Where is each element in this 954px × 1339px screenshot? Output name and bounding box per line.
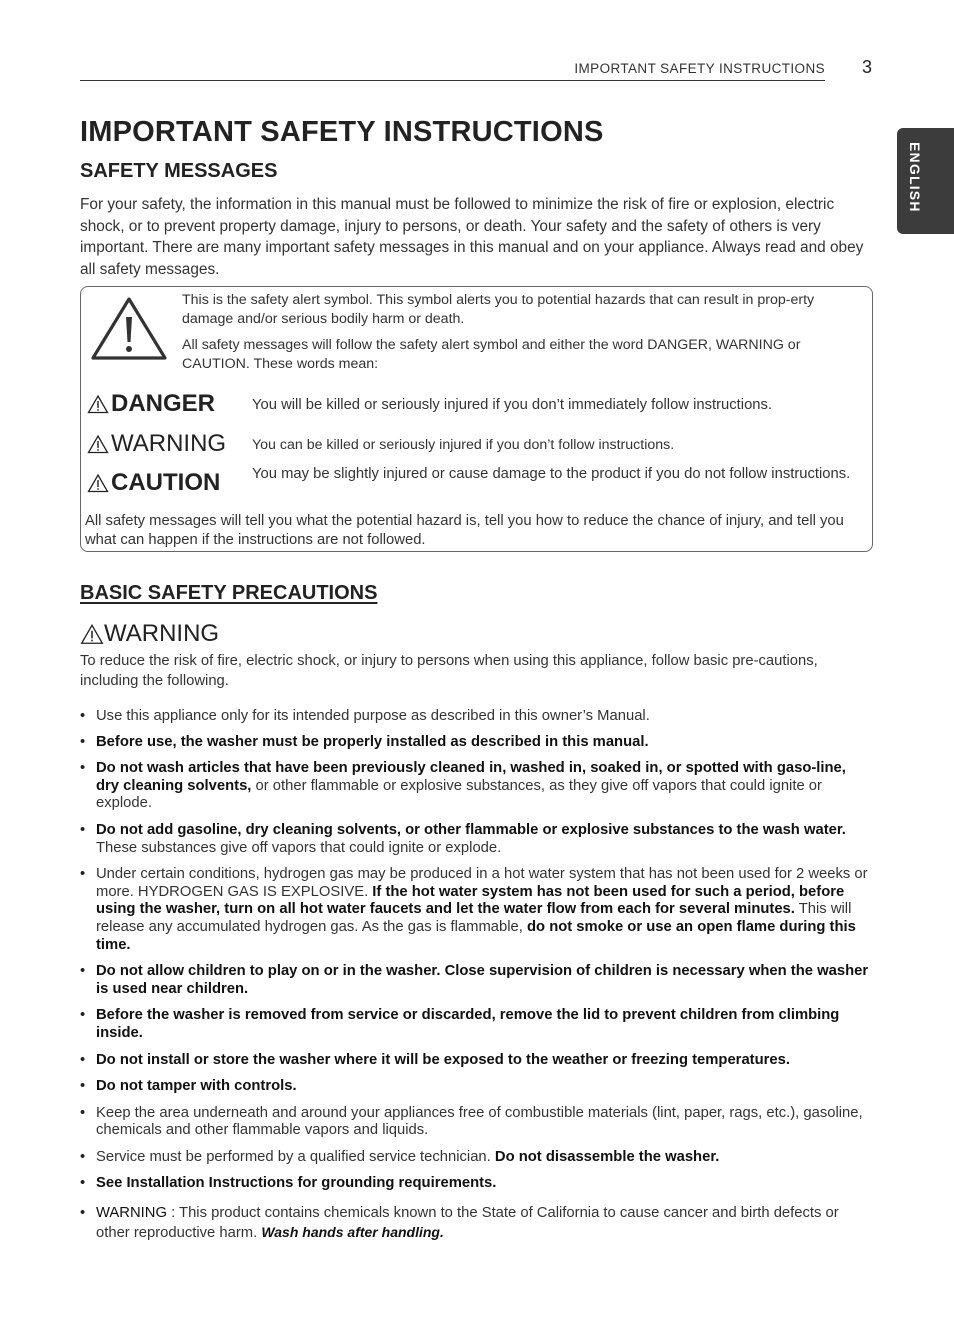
list-item-text: See Installation Instructions for grounding requirements. (96, 1175, 497, 1192)
list-item (80, 1204, 870, 1243)
section-heading-basic-safety: BASIC SAFETY PRECAUTIONS (80, 582, 378, 604)
list-item (80, 866, 870, 954)
list-item-text: or other flammable or explosive substances, as they give off vapors that could ignite or explode. (96, 777, 822, 812)
section-heading-safety-messages: SAFETY MESSAGES (80, 160, 278, 182)
list-item-text: Do not allow children to play on or in the washer. Close supervision of children is necessary when the washer is used near children. (96, 963, 869, 997)
warning-alert-icon (87, 434, 109, 454)
danger-alert-icon (87, 394, 109, 414)
list-item (80, 1105, 870, 1140)
list-item-text: Before the washer is removed from service or discarded, remove the lid to prevent children from climbing inside. (96, 1007, 840, 1041)
basic-intro: To reduce the risk of fire, electric shock, or injury to persons when using this appliance, follow basic pre-cautions, including the following. (80, 653, 818, 689)
warning-signal-word (87, 430, 226, 458)
danger-signal-word (87, 390, 215, 418)
danger-description: You will be killed or seriously injured if you don’t immediately follow instructions. (252, 397, 773, 413)
language-tab (897, 128, 954, 234)
list-item (80, 1175, 870, 1193)
list-item-text-bold: If the hot water system has not been used for such a period, before using the washer, turn on all hot water faucets and let the water flow from each for several minutes. (96, 883, 845, 918)
caution-alert-icon (87, 473, 109, 493)
safety-messages-intro: For your safety, the information in this manual must be followed to minimize the risk of fire or explosion, electric shock, or to prevent property damage, injury to persons, or death. Your safety and the safety of others is very important. There are many important safety messages in this manual and on your appliance. Always read and obey all safety messages. (80, 196, 864, 278)
warning-triangle-icon (90, 295, 168, 361)
list-item (80, 1007, 870, 1042)
precautions-list (80, 708, 870, 1243)
list-item (80, 1078, 870, 1096)
list-item-text: These substances give off vapors that could ignite or explode. (96, 839, 502, 856)
list-item-text: Use this appliance only for its intended purpose as described in this owner’s Manual. (96, 708, 650, 724)
alert-symbol-description: This is the safety alert symbol. This symbol alerts you to potential hazards that can result in prop-erty damage and/or serious bodily harm or death. (182, 292, 815, 327)
list-item-text: Before use, the washer must be properly installed as described in this manual. (96, 733, 649, 750)
list-item-text-bold: Do not add gasoline, dry cleaning solvents, or other flammable or explosive substances to the wash water. (96, 821, 846, 838)
list-item-text-label: WARNING (96, 1205, 167, 1222)
safety-box-footer: All safety messages will tell you what the potential hazard is, tell you how to reduce the chance of injury, and tell you what can happen if the instructions are not followed. (85, 513, 844, 548)
list-item-text: : This product contains chemicals known to the State of California to cause cancer and birth defects or other reproductive harm. (96, 1205, 839, 1242)
list-item-text-bold-italic: Wash hands after handling. (261, 1224, 444, 1241)
list-item-text-bold: Do not disassemble the washer. (494, 1148, 720, 1165)
page-title: IMPORTANT SAFETY INSTRUCTIONS (80, 116, 604, 148)
list-item (80, 1052, 870, 1070)
list-item (80, 1149, 870, 1167)
header-rule (80, 80, 825, 81)
list-item-text: Keep the area underneath and around your appliances free of combustible materials (lint, paper, rags, etc.), gasoline, chemicals and other flammable vapors and liquids. (96, 1104, 863, 1139)
list-item-text: Service must be performed by a qualified service technician. (96, 1148, 495, 1165)
list-item-text: This will release any accumulated hydrogen gas. As the gas is flammable, (96, 901, 852, 935)
list-item (80, 708, 870, 726)
signal-words-description: All safety messages will follow the safety alert symbol and either the word DANGER, WARNING or CAUTION. These words mean: (182, 337, 801, 372)
list-item-text: Do not tamper with controls. (96, 1078, 297, 1095)
list-item-text-bold: Do not wash articles that have been previously cleaned in, washed in, soaked in, or spotted with gaso-line, dry cleaning solvents, (96, 760, 846, 794)
running-header: IMPORTANT SAFETY INSTRUCTIONS (574, 61, 825, 76)
page-number: 3 (862, 57, 873, 77)
warning-alert-icon (80, 623, 104, 645)
basic-warning-heading (80, 620, 219, 648)
caution-signal-word (87, 469, 220, 497)
list-item (80, 734, 870, 752)
language-tab-label: ENGLISH (907, 142, 923, 213)
caution-description: You may be slightly injured or cause damage to the product if you do not follow instructions. (252, 466, 851, 482)
warning-label: WARNING (111, 430, 227, 457)
warning-description: You can be killed or seriously injured if you don’t follow instructions. (252, 437, 675, 453)
basic-warning-label: WARNING (104, 620, 220, 647)
danger-label: DANGER (111, 390, 216, 417)
list-item (80, 963, 870, 998)
list-item-text-bold: do not smoke or use an open flame during this time. (96, 918, 856, 953)
safety-message-box (80, 286, 873, 552)
list-item (80, 760, 870, 813)
list-item-text: Do not install or store the washer where it will be exposed to the weather or freezing temperatures. (96, 1051, 790, 1068)
list-item (80, 822, 870, 857)
caution-label: CAUTION (111, 469, 221, 496)
list-item-text: Under certain conditions, hydrogen gas may be produced in a hot water system that has not been used for 2 weeks or more. HYDROGEN GAS IS EXPLOSIVE. (96, 866, 868, 900)
